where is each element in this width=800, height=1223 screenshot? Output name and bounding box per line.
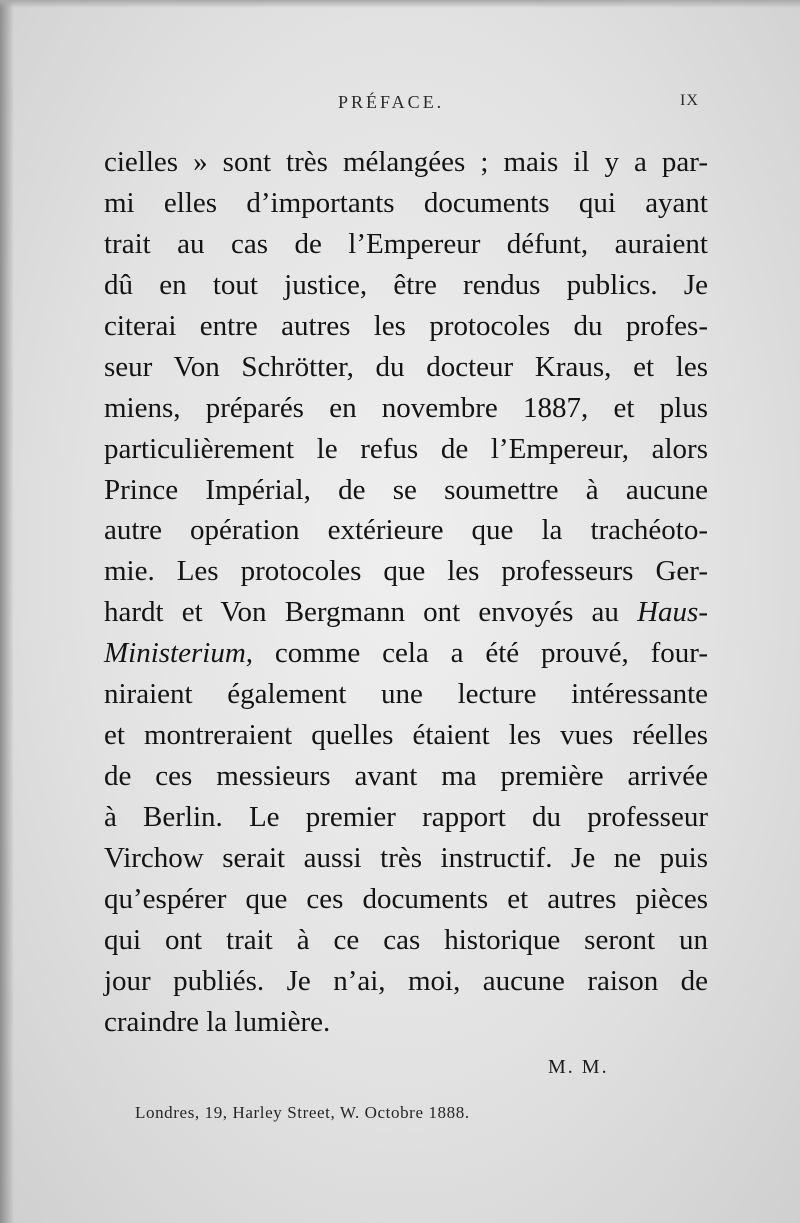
line-text: Prince Impérial, de se soumettre à aucune	[104, 473, 708, 506]
text-line	[104, 510, 708, 551]
text-line	[104, 551, 708, 592]
text-line	[104, 961, 708, 1002]
italic-text: Haus-	[637, 596, 708, 629]
text-line	[104, 224, 708, 265]
line-text: jour publiés. Je n’ai, moi, aucune raison de	[104, 964, 708, 997]
line-text: niraient également une lecture intéressante	[104, 678, 708, 711]
text-line	[104, 633, 708, 674]
text-line	[104, 429, 708, 470]
text-line	[104, 592, 708, 633]
line-text: citerai entre autres les protocoles du profes-	[104, 309, 708, 342]
text-line	[104, 674, 708, 715]
text-line	[104, 142, 708, 183]
text-line	[104, 838, 708, 879]
text-line	[104, 470, 708, 511]
line-text: autre opération extérieure que la trachéoto-	[104, 514, 708, 547]
text-line	[104, 879, 708, 920]
place-date-line: Londres, 19, Harley Street, W. Octobre 1888.	[135, 1103, 470, 1122]
line-text: à Berlin. Le premier rapport du professeur	[104, 801, 708, 833]
line-text: qu’espérer que ces documents et autres pièces	[104, 882, 708, 915]
line-text: et montreraient quelles étaient les vues réelles	[104, 719, 708, 752]
body-text	[104, 142, 708, 1043]
text-line	[104, 920, 708, 961]
line-text: trait au cas de l’Empereur défunt, auraient	[104, 227, 708, 260]
text-line	[104, 183, 708, 224]
text-line	[104, 388, 708, 429]
text-line	[104, 797, 708, 838]
text-line	[104, 715, 708, 756]
line-text: dû en tout justice, être rendus publics. Je	[104, 268, 708, 301]
line-text: mi elles d’importants documents qui ayant	[104, 186, 708, 219]
line-text: seur Von Schrötter, du docteur Kraus, et les	[104, 350, 708, 383]
line-text: qui ont trait à ce cas historique seront un	[104, 923, 708, 956]
text-line	[104, 306, 708, 347]
line-text: hardt et Von Bergmann ont envoyés au	[104, 596, 638, 629]
running-title: PRÉFACE.	[338, 92, 445, 112]
line-text: particulièrement le refus de l’Empereur, alors	[104, 432, 708, 465]
text-line	[104, 1002, 708, 1043]
text-line	[104, 756, 708, 797]
scan-shadow-top	[0, 0, 800, 8]
line-text: miens, préparés en novembre 1887, et plus	[104, 391, 708, 424]
running-head	[0, 92, 800, 122]
line-text: mie. Les protocoles que les professeurs Ger-	[104, 555, 708, 588]
signature: M. M.	[548, 1056, 609, 1078]
line-text: comme cela a été prouvé, four-	[253, 637, 708, 670]
scan-shadow-left	[0, 0, 14, 1223]
text-line	[104, 347, 708, 388]
line-text: de ces messieurs avant ma première arrivée	[104, 760, 708, 793]
line-text: craindre la lumière.	[104, 1005, 331, 1038]
text-line	[104, 265, 708, 306]
page-number: IX	[680, 92, 699, 109]
line-text: Virchow serait aussi très instructif. Je ne puis	[104, 841, 708, 874]
line-text: cielles » sont très mélangées ; mais il y a par-	[104, 146, 708, 178]
italic-text: Ministerium,	[104, 637, 254, 670]
